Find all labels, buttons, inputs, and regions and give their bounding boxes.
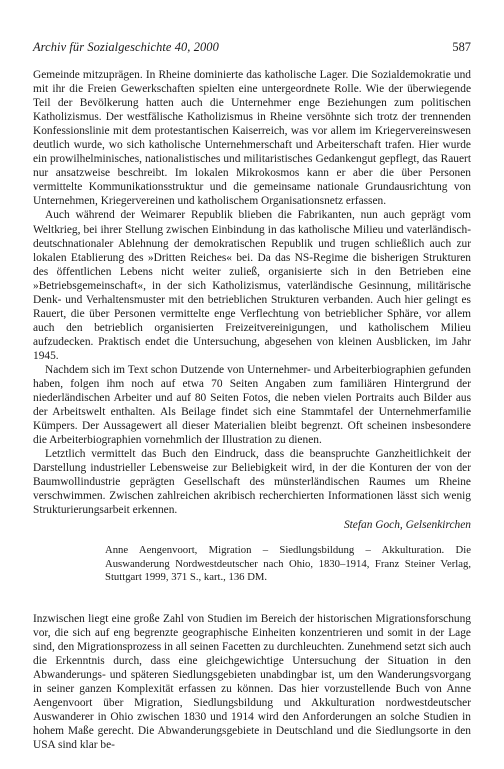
journal-title: Archiv für Sozialgeschichte 40, 2000: [33, 40, 219, 54]
paragraph: Nachdem sich im Text schon Dutzende von Unternehmer- und Arbeiterbiographien gefunden haben, folgen ihm noch auf etwa 70 Seiten Angaben zum familiären Hintergrund der niederländischen Arbeiter und auf 80 Seiten Fotos, die neben vielen Portraits auch Bilder aus der Arbeitswelt enthalten. Als Beilage findet sich eine Stammtafel der Unternehmerfamilie Kümpers. Der Aussagewert all dieser Materialien bleibt begrenzt. Oft scheinen insbesondere die Arbeiterbiographien vornehmlich der Illustration zu dienen.: [33, 363, 471, 447]
running-header: [33, 40, 471, 58]
paragraph: Inzwischen liegt eine große Zahl von Studien im Bereich der historischen Migrationsforschung vor, die sich auf eng begrenzte geographische Einheiten konzentrieren und somit in der Lage sind, den Migrationsprozess in all seinen Facetten zu durchleuchten. Zunehmend setzt sich auch die Erkenntnis durch, dass eine gleichgewichtige Untersuchung der Situation in den Abwanderungs- und späteren Siedlungsgebieten unabdingbar ist, um den Wanderungsvorgang in seiner ganzen Komplexität erfassen zu können. Das hier vorzustellende Buch von Anne Aengenvoort über Migration, Siedlungsbildung und Akkulturation nordwestdeutscher Auswanderer in Ohio zwischen 1830 und 1914 wird den Anforderungen an solche Studien in hohem Maße gerecht. Die Abwanderungsgebiete in Deutschland und die Siedlungsorte in den USA sind klar be-: [33, 613, 471, 752]
paragraph: Letztlich vermittelt das Buch den Eindruck, dass die beanspruchte Ganzheitlichkeit der Darstellung industrieller Lebensweise zur Beliebigkeit wird, in der die Konturen der von der Baumwollindustrie geprägten Gesellschaft des münsterländischen Raumes um Rheine verschwimmen. Zwischen zahlreichen akribisch recherchierten Informationen lässt sich wenig Strukturierungsarbeit erkennen.: [33, 448, 471, 517]
review-text-1: [33, 68, 471, 532]
review-text-2: [33, 612, 471, 752]
page-number: 587: [452, 40, 471, 54]
bibliographic-entry: Anne Aengenvoort, Migration – Siedlungsbildung – Akkulturation. Die Auswanderung Nordwestdeutscher nach Ohio, 1830–1914, Franz Steiner Verlag, Stuttgart 1999, 371 S., kart., 136 DM.: [105, 544, 471, 584]
signature-line: [33, 518, 471, 532]
reviewer-signature: Stefan Goch, Gelsenkirchen: [343, 518, 471, 531]
paragraph: Auch während der Weimarer Republik blieben die Fabrikanten, nun auch geprägt vom Weltkrieg, bei ihrer Stellung zwischen Einbindung in das katholische Milieu und vaterländisch-deutschnationaler Ablehnung der demokratischen Republik und trugen schließlich auch zur lokalen Etablierung des »Dritten Reiches« bei. Da das NS-Regime die bisherigen Strukturen des öffentlichen Lebens nicht weiter zuließ, organisierte sich in den Betrieben eine »Betriebsgemeinschaft«, in der sich Katholizismus, vaterländische Gesinnung, militärische Denk- und Verhaltensmuster mit den betrieblichen Strukturen verbanden. Auch hier gelingt es Rauert, die über Personen vermittelte enge Verflechtung von betrieblicher Sphäre, vor allem auch den betrieblich organisierten Freizeitvereinigungen, und katholischem Milieu aufzudecken. Praktisch endet die Untersuchung, abgesehen von kleinen Ausblicken, im Jahr 1945.: [33, 209, 471, 362]
paragraph: Gemeinde mitzuprägen. In Rheine dominierte das katholische Lager. Die Sozialdemokratie und mit ihr die Freien Gewerkschaften spielten eine untergeordnete Rolle. Wie der überwiegende Teil der Bevölkerung hatten auch die Unternehmer enge Beziehungen zum politischen Katholizismus. Der westfälische Katholizismus in Rheine versöhnte sich trotz der trennenden Konfessionslinie mit dem protestantischen Kaiserreich, was vor allem im Kriegervereinswesen deutlich wurde, wo sich katholische Unternehmerschaft und Arbeiterschaft trafen. Hier wurde ein prowilhelminisches, nationalistisches und militaristisches Gedankengut gepflegt, das Rauert nur ansatzweise beschreibt. Im lokalen Mikrokosmos kann er aber die über Personen vermittelte Kommunikationsstruktur und die gemeinsame nationale Grundausrichtung von Unternehmen, Kriegervereinen und katholischem Organisationsnetz erfassen.: [33, 69, 471, 208]
